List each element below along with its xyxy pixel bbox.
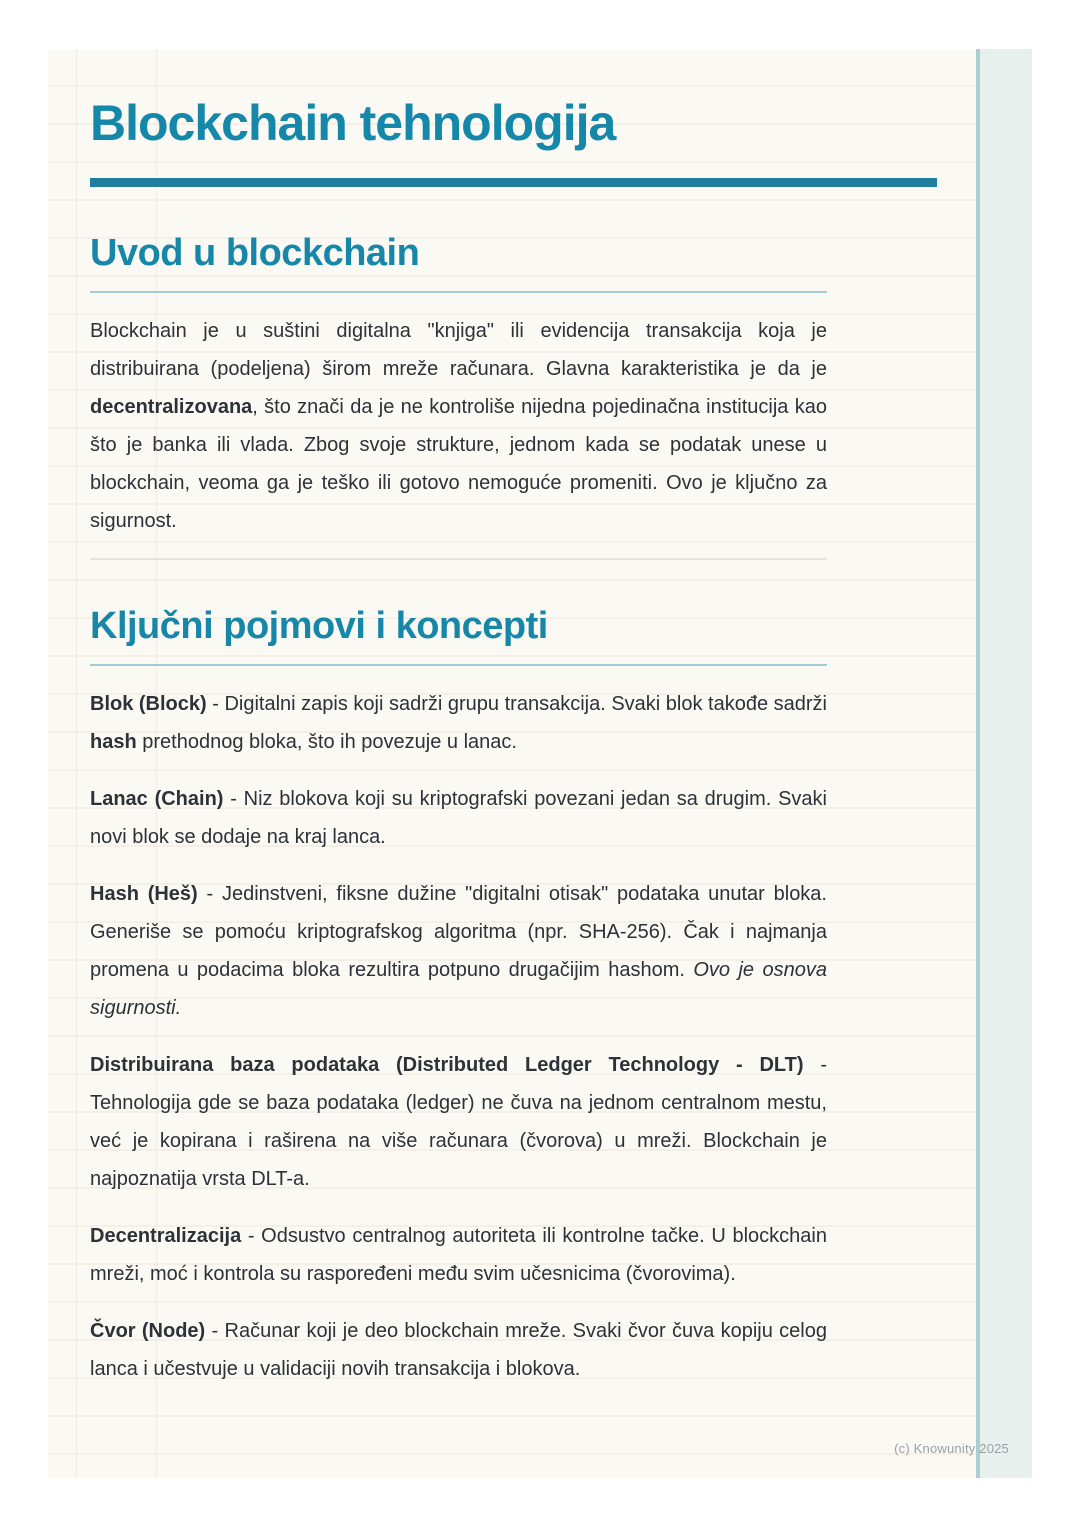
section-divider <box>90 558 827 560</box>
note-page <box>48 49 1032 1478</box>
note-content <box>48 49 827 1388</box>
title-rule <box>90 178 937 187</box>
paragraph-lanac: Lanac (Chain) - Niz blokova koji su kriptografski povezani jedan sa drugim. Svaki novi blok se dodaje na kraj lanca. <box>90 788 827 848</box>
copyright-footer: (c) Knowunity 2025 <box>894 1441 1009 1456</box>
paragraph-blok: Blok (Block) - Digitalni zapis koji sadrži grupu transakcija. Svaki blok takođe sadrži hash prethodnog bloka, što ih povezuje u lanac. <box>90 693 827 753</box>
page-title: Blockchain tehnologija <box>90 95 616 151</box>
paragraph-decentralizacija: Decentralizacija - Odsustvo centralnog autoriteta ili kontrolne tačke. U blockchain mreži, moć i kontrola su raspoređeni među svim učesnicima (čvorovima). <box>90 1225 827 1285</box>
section-pojmovi <box>90 603 827 1388</box>
paragraph-hash: Hash (Heš) - Jedinstveni, fiksne dužine "digitalni otisak" podataka unutar bloka. Generiše se pomoću kriptografskog algoritma (npr. SHA-256). Čak i najmanja promena u podacima bloka rezultira potpuno drugačijim hashom. Ovo je osnova sigurnosti. <box>90 883 827 1019</box>
paragraph-intro: Blockchain je u suštini digitalna "knjiga" ili evidencija transakcija koja je distribuirana (podeljena) širom mreže računara. Glavna karakteristika je da je decentralizovana, što znači da je ne kontroliše nijedna pojedinačna institucija kao što je banka ili vlada. Zbog svoje strukture, jednom kada se podatak unese u blockchain, veoma ga je teško ili gotovo nemoguće promeniti. Ovo je ključno za sigurnost. <box>90 320 827 532</box>
paragraph-cvor: Čvor (Node) - Računar koji je deo blockchain mreže. Svaki čvor čuva kopiju celog lanca i učestvuje u validaciji novih transakcija i blokova. <box>90 1320 827 1380</box>
section-heading-uvod: Uvod u blockchain <box>90 232 420 274</box>
paragraph-dlt: Distribuirana baza podataka (Distributed Ledger Technology - DLT) - Tehnologija gde se baza podataka (ledger) ne čuva na jednom centralnom mestu, već je kopirana i raširena na više računara (čvorova) u mreži. Blockchain je najpoznatija vrsta DLT-a. <box>90 1054 828 1190</box>
section-uvod <box>90 230 827 540</box>
heading-underline <box>90 664 827 666</box>
heading-underline <box>90 291 827 293</box>
page-edge-stripe <box>976 49 1032 1478</box>
section-heading-pojmovi: Ključni pojmovi i koncepti <box>90 605 548 647</box>
